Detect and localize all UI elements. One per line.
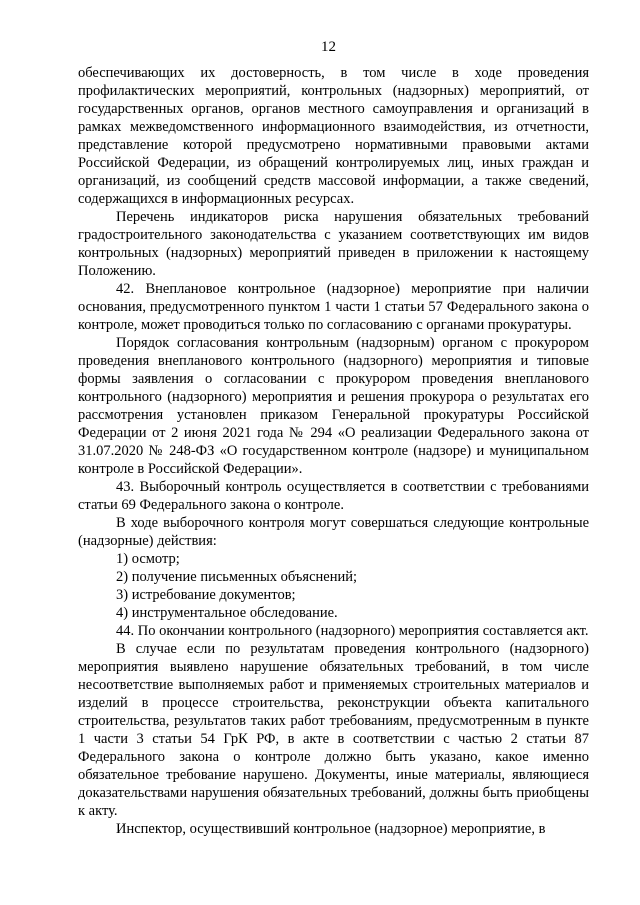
paragraph: 43. Выборочный контроль осуществляется в соответствии с требованиями статьи 69 Федерального закона о контроле. bbox=[78, 479, 589, 513]
list-item: 4) инструментальное обследование. bbox=[116, 605, 338, 621]
paragraph: В случае если по результатам проведения контрольного (надзорного) мероприятия выявлено нарушение обязательных требований, в том числе несоответствие выполняемых работ и применяемых строительных материалов и изделий в процессе строительства, реконструкции объекта капитального строительства, результатов таких работ требованиям, предусмотренным в пункте 1 части 3 статьи 54 ГрК РФ, в акте в соответствии с частью 2 статьи 87 Федерального закона о контроле должно быть указано, какое именно обязательное требование нарушено. Документы, иные материалы, являющиеся доказательствами нарушения обязательных требований, должны быть приобщены к акту. bbox=[78, 641, 589, 819]
paragraph: Перечень индикаторов риска нарушения обязательных требований градостроительного законодательства с указанием соответствующих им видов контрольных (надзорных) мероприятий приведен в приложении к настоящему Положению. bbox=[78, 209, 589, 279]
list-item: 1) осмотр; bbox=[116, 551, 180, 567]
page-number: 12 bbox=[321, 39, 336, 55]
paragraph: обеспечивающих их достоверность, в том числе в ходе проведения профилактических мероприятий, контрольных (надзорных) мероприятий, от государственных органов, органов местного самоуправления и организаций в рамках межведомственного информационного взаимодействия, из отчетности, представление которой предусмотрено нормативными правовыми актами Российской Федерации, из обращений контролируемых лиц, иных граждан и организаций, из сообщений средств массовой информации, а также сведений, содержащихся в информационных ресурсах. bbox=[78, 65, 589, 207]
paragraph: Порядок согласования контрольным (надзорным) органом с прокурором проведения внепланового контрольного (надзорного) мероприятия и типовые формы заявления о согласовании с прокурором проведения внепланового контрольного (надзорного) мероприятия и решения прокурора о результатах его рассмотрения установлен приказом Генеральной прокуратуры Российской Федерации от 2 июня 2021 года № 294 «О реализации Федерального закона от 31.07.2020 № 248-ФЗ «О государственном контроле (надзоре) и муниципальном контроле в Российской Федерации». bbox=[78, 335, 589, 477]
paragraph: В ходе выборочного контроля могут совершаться следующие контрольные (надзорные) действия: bbox=[78, 515, 589, 549]
paragraph: 42. Внеплановое контрольное (надзорное) мероприятие при наличии основания, предусмотренного пунктом 1 части 1 статьи 57 Федерального закона о контроле, может проводиться только по согласованию с органами прокуратуры. bbox=[78, 281, 589, 333]
list-item: 2) получение письменных объяснений; bbox=[116, 569, 358, 585]
document-body bbox=[78, 64, 589, 838]
paragraph: 44. По окончании контрольного (надзорного) мероприятия составляется акт. bbox=[116, 623, 589, 639]
list-item: 3) истребование документов; bbox=[116, 587, 296, 603]
paragraph: Инспектор, осуществивший контрольное (надзорное) мероприятие, в bbox=[116, 821, 546, 837]
